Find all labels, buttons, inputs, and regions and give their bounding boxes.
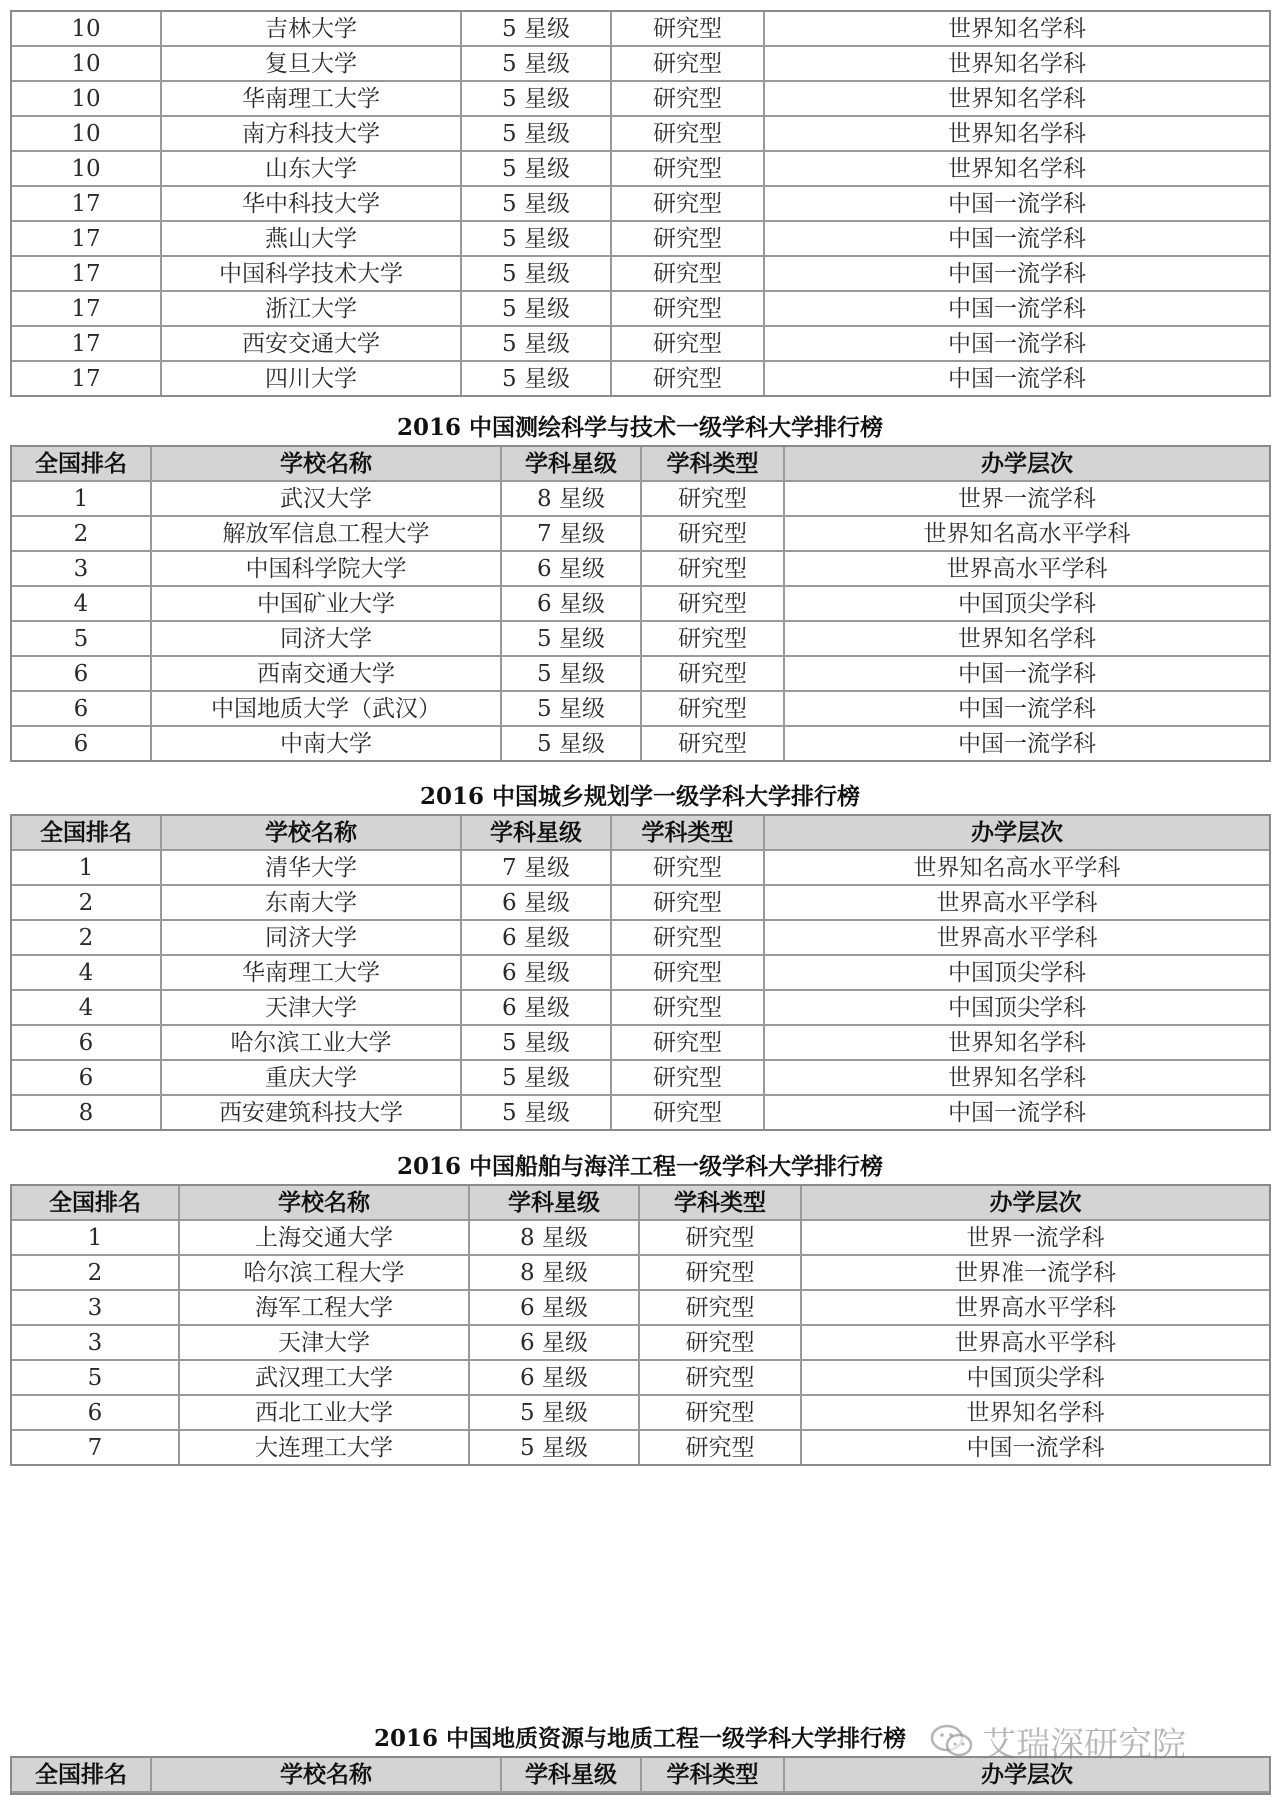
table-cell: 研究型 — [612, 222, 765, 257]
table-cell: 研究型 — [612, 991, 765, 1026]
table-cell: 5 星级 — [462, 292, 612, 327]
column-header: 办学层次 — [785, 447, 1269, 482]
table-cell: 解放军信息工程大学 — [152, 517, 502, 552]
table-cell: 5 星级 — [462, 152, 612, 187]
table-cell: 哈尔滨工程大学 — [180, 1256, 470, 1291]
table-cell: 6 星级 — [470, 1326, 640, 1361]
table-cell: 南方科技大学 — [162, 117, 462, 152]
table-cell: 6 — [12, 1026, 162, 1061]
table-cell: 研究型 — [612, 851, 765, 886]
table-cell: 研究型 — [642, 727, 785, 760]
column-header: 学科类型 — [642, 447, 785, 482]
column-header: 学科类型 — [642, 1758, 785, 1793]
table-cell: 燕山大学 — [162, 222, 462, 257]
table-cell: 四川大学 — [162, 362, 462, 395]
table-cell: 同济大学 — [152, 622, 502, 657]
table-row — [12, 1291, 1269, 1326]
ranking-table-continued — [10, 10, 1271, 397]
table-cell: 8 星级 — [470, 1256, 640, 1291]
table-cell: 清华大学 — [162, 851, 462, 886]
table-cell: 世界知名高水平学科 — [785, 517, 1269, 552]
table-cell: 山东大学 — [162, 152, 462, 187]
table-cell: 5 星级 — [502, 692, 642, 727]
table-cell: 研究型 — [640, 1291, 802, 1326]
table-cell: 中国地质大学（武汉） — [152, 692, 502, 727]
table-cell: 世界知名高水平学科 — [765, 851, 1269, 886]
column-header: 学校名称 — [152, 447, 502, 482]
table-cell: 研究型 — [612, 1026, 765, 1061]
table-cell: 8 — [12, 1096, 162, 1129]
header-row — [12, 1186, 1269, 1221]
table-cell: 世界知名学科 — [785, 622, 1269, 657]
table-cell: 世界知名学科 — [765, 1061, 1269, 1096]
table-cell: 研究型 — [640, 1396, 802, 1431]
table-cell: 1 — [12, 851, 162, 886]
table-cell: 5 星级 — [462, 187, 612, 222]
table-cell: 6 — [12, 727, 152, 760]
table-cell: 中国一流学科 — [765, 257, 1269, 292]
table-cell: 世界准一流学科 — [802, 1256, 1269, 1291]
table-cell: 中国一流学科 — [948, 1099, 1086, 1126]
table-cell: 5 星级 — [462, 257, 612, 292]
table-cell: 中国顶尖学科 — [765, 956, 1269, 991]
column-header: 全国排名 — [12, 1186, 180, 1221]
table-row — [12, 362, 1269, 395]
table-cell: 6 — [12, 1061, 162, 1096]
table-cell: 5 星级 — [470, 1431, 640, 1464]
table-cell: 中国一流学科 — [785, 657, 1269, 692]
table-cell: 世界知名学科 — [765, 82, 1269, 117]
column-header: 办学层次 — [765, 816, 1269, 851]
table-body — [12, 1221, 1269, 1464]
table-cell: 哈尔滨工业大学 — [162, 1026, 462, 1061]
table-cell: 研究型 — [612, 956, 765, 991]
wechat-icon — [930, 1723, 974, 1759]
table-cell: 6 星级 — [462, 991, 612, 1026]
table-cell: 研究型 — [642, 622, 785, 657]
column-header: 学科类型 — [612, 816, 765, 851]
table-cell: 世界知名学科 — [765, 152, 1269, 187]
table-row — [12, 657, 1269, 692]
table-row — [12, 257, 1269, 292]
table-cell: 7 星级 — [462, 851, 612, 886]
table-cell: 5 星级 — [462, 362, 612, 395]
table-cell: 世界知名学科 — [765, 12, 1269, 47]
table-row — [12, 956, 1269, 991]
table-cell: 17 — [12, 187, 162, 222]
table-cell: 10 — [12, 12, 162, 47]
table-cell: 2 — [12, 1256, 180, 1291]
table-cell: 5 星级 — [462, 117, 612, 152]
table-cell: 5 星级 — [470, 1396, 640, 1431]
table-cell: 1 — [12, 1221, 180, 1256]
table-cell: 6 星级 — [470, 1291, 640, 1326]
table-cell: 研究型 — [640, 1431, 802, 1464]
table-cell: 5 — [12, 1361, 180, 1396]
table-cell: 5 星级 — [502, 727, 642, 760]
table-cell: 复旦大学 — [162, 47, 462, 82]
table-cell: 6 — [12, 692, 152, 727]
table-cell: 中国顶尖学科 — [802, 1361, 1269, 1396]
column-header: 办学层次 — [802, 1186, 1269, 1221]
table-row — [12, 292, 1269, 327]
table-row — [12, 1326, 1269, 1361]
column-header: 学科星级 — [502, 447, 642, 482]
table-cell: 研究型 — [612, 292, 765, 327]
table-row — [12, 82, 1269, 117]
table-row — [12, 327, 1269, 362]
table-cell: 5 星级 — [502, 622, 642, 657]
table-cell: 研究型 — [642, 692, 785, 727]
header-row — [12, 816, 1269, 851]
header-row — [12, 447, 1269, 482]
table-cell: 研究型 — [612, 327, 765, 362]
table-cell: 研究型 — [640, 1361, 802, 1396]
table-cell: 中国一流学科 — [948, 365, 1086, 392]
table-cell: 10 — [12, 152, 162, 187]
table-cell: 天津大学 — [180, 1326, 470, 1361]
table-row — [12, 1096, 1269, 1129]
table-row — [12, 851, 1269, 886]
table-row — [12, 1431, 1269, 1464]
table-row — [12, 152, 1269, 187]
column-header: 学科星级 — [470, 1186, 640, 1221]
column-header: 学科星级 — [462, 816, 612, 851]
table-cell: 华中科技大学 — [162, 187, 462, 222]
table-title-surveying: 2016 中国测绘科学与技术一级学科大学排行榜 — [396, 414, 884, 441]
table-row — [12, 587, 1269, 622]
table-cell: 5 星级 — [462, 12, 612, 47]
table-cell: 研究型 — [612, 886, 765, 921]
table-cell: 研究型 — [612, 12, 765, 47]
table-cell: 中国矿业大学 — [152, 587, 502, 622]
table-cell: 世界知名学科 — [765, 47, 1269, 82]
table-cell: 研究型 — [640, 1221, 802, 1256]
table-cell: 3 — [12, 1326, 180, 1361]
table-row — [12, 12, 1269, 47]
watermark — [930, 1716, 1186, 1766]
table-cell: 5 星级 — [462, 327, 612, 362]
table-cell: 研究型 — [612, 921, 765, 956]
watermark-text: 艾瑞深研究院 — [982, 1724, 1186, 1765]
table-cell: 研究型 — [612, 257, 765, 292]
table-cell: 世界高水平学科 — [802, 1326, 1269, 1361]
table-cell: 世界知名学科 — [765, 1026, 1269, 1061]
table-cell: 4 — [12, 991, 162, 1026]
table-cell: 中国一流学科 — [785, 692, 1269, 727]
table-cell: 世界高水平学科 — [765, 921, 1269, 956]
table-cell: 中国一流学科 — [966, 1434, 1105, 1461]
table-cell: 大连理工大学 — [180, 1431, 470, 1464]
table-row — [12, 1396, 1269, 1431]
table-cell: 6 — [12, 1396, 180, 1431]
table-row — [12, 921, 1269, 956]
table-row — [12, 222, 1269, 257]
table-cell: 世界高水平学科 — [785, 552, 1269, 587]
table-cell: 6 星级 — [502, 552, 642, 587]
table-cell: 武汉理工大学 — [180, 1361, 470, 1396]
table-body — [12, 482, 1269, 760]
table-cell: 6 星级 — [462, 886, 612, 921]
table-cell: 10 — [12, 47, 162, 82]
table-cell: 2 — [12, 517, 152, 552]
table-cell: 5 星级 — [462, 47, 612, 82]
table-cell: 吉林大学 — [162, 12, 462, 47]
table-cell: 世界知名学科 — [802, 1396, 1269, 1431]
table-cell: 3 — [12, 1291, 180, 1326]
table-cell: 研究型 — [642, 482, 785, 517]
table-cell: 5 星级 — [462, 1026, 612, 1061]
ranking-table-surveying — [10, 445, 1271, 762]
table-cell: 华南理工大学 — [162, 956, 462, 991]
table-cell: 中国一流学科 — [765, 222, 1269, 257]
column-header: 全国排名 — [12, 447, 152, 482]
table-cell: 中国科学技术大学 — [162, 257, 462, 292]
table-body — [12, 12, 1269, 395]
table-cell: 世界一流学科 — [785, 482, 1269, 517]
table-cell: 西北工业大学 — [180, 1396, 470, 1431]
ranking-table-urban-planning — [10, 814, 1271, 1131]
table-row — [12, 1061, 1269, 1096]
table-cell: 10 — [12, 82, 162, 117]
table-cell: 5 星级 — [462, 1061, 612, 1096]
table-cell: 17 — [12, 292, 162, 327]
table-cell: 研究型 — [640, 1256, 802, 1291]
table-cell: 中国顶尖学科 — [785, 587, 1269, 622]
table-row — [12, 187, 1269, 222]
table-cell: 5 — [12, 622, 152, 657]
table-cell: 研究型 — [640, 1326, 802, 1361]
table-body — [12, 851, 1269, 1129]
table-cell: 6 星级 — [470, 1361, 640, 1396]
table-cell: 6 — [12, 657, 152, 692]
table-cell: 7 星级 — [502, 517, 642, 552]
table-row — [12, 1361, 1269, 1396]
table-cell: 7 — [12, 1431, 180, 1464]
table-cell: 世界高水平学科 — [802, 1291, 1269, 1326]
table-row — [12, 727, 1269, 760]
table-row — [12, 886, 1269, 921]
table-cell: 2 — [12, 886, 162, 921]
table-row — [12, 991, 1269, 1026]
table-row — [12, 517, 1269, 552]
column-header: 学科类型 — [640, 1186, 802, 1221]
table-cell: 5 星级 — [462, 1096, 612, 1129]
table-cell: 5 星级 — [502, 657, 642, 692]
table-cell: 8 星级 — [502, 482, 642, 517]
table-cell: 研究型 — [612, 117, 765, 152]
table-cell: 上海交通大学 — [180, 1221, 470, 1256]
table-cell: 武汉大学 — [152, 482, 502, 517]
table-cell: 研究型 — [612, 1061, 765, 1096]
table-row — [12, 47, 1269, 82]
table-cell: 研究型 — [612, 187, 765, 222]
table-cell: 5 星级 — [462, 222, 612, 257]
table-cell: 研究型 — [612, 152, 765, 187]
table-cell: 17 — [12, 257, 162, 292]
column-header: 学校名称 — [180, 1186, 470, 1221]
table-title-naval: 2016 中国船舶与海洋工程一级学科大学排行榜 — [396, 1153, 884, 1180]
table-cell: 西安建筑科技大学 — [162, 1096, 462, 1129]
table-cell: 10 — [12, 117, 162, 152]
table-cell: 中国一流学科 — [958, 730, 1096, 757]
column-header: 全国排名 — [12, 816, 162, 851]
table-cell: 8 星级 — [470, 1221, 640, 1256]
table-row — [12, 692, 1269, 727]
column-header: 学校名称 — [162, 816, 462, 851]
table-cell: 17 — [12, 362, 162, 395]
column-header: 全国排名 — [12, 1758, 152, 1793]
table-cell: 中国一流学科 — [765, 187, 1269, 222]
table-cell: 西南交通大学 — [152, 657, 502, 692]
table-row — [12, 1256, 1269, 1291]
table-cell: 6 星级 — [462, 921, 612, 956]
table-cell: 中国科学院大学 — [152, 552, 502, 587]
table-cell: 6 星级 — [502, 587, 642, 622]
table-cell: 研究型 — [612, 47, 765, 82]
table-cell: 研究型 — [612, 1096, 765, 1129]
table-cell: 天津大学 — [162, 991, 462, 1026]
table-row — [12, 552, 1269, 587]
table-cell: 同济大学 — [162, 921, 462, 956]
table-cell: 西安交通大学 — [162, 327, 462, 362]
table-cell: 重庆大学 — [162, 1061, 462, 1096]
table-cell: 研究型 — [642, 517, 785, 552]
column-header: 学科星级 — [502, 1758, 642, 1793]
table-cell: 中国一流学科 — [765, 292, 1269, 327]
table-cell: 3 — [12, 552, 152, 587]
table-cell: 1 — [12, 482, 152, 517]
table-cell: 世界高水平学科 — [765, 886, 1269, 921]
table-cell: 中南大学 — [152, 727, 502, 760]
table-cell: 世界一流学科 — [802, 1221, 1269, 1256]
table-cell: 6 星级 — [462, 956, 612, 991]
table-cell: 中国顶尖学科 — [765, 991, 1269, 1026]
table-row — [12, 622, 1269, 657]
table-cell: 研究型 — [642, 552, 785, 587]
table-cell: 5 星级 — [462, 82, 612, 117]
table-row — [12, 1221, 1269, 1256]
table-row — [12, 482, 1269, 517]
ranking-table-naval — [10, 1184, 1271, 1466]
table-cell: 中国一流学科 — [765, 327, 1269, 362]
table-cell: 2 — [12, 921, 162, 956]
table-cell: 4 — [12, 956, 162, 991]
column-header: 办学层次 — [785, 1758, 1269, 1793]
table-row — [12, 1026, 1269, 1061]
table-cell: 东南大学 — [162, 886, 462, 921]
table-cell: 研究型 — [612, 362, 765, 395]
table-cell: 海军工程大学 — [180, 1291, 470, 1326]
table-cell: 华南理工大学 — [162, 82, 462, 117]
table-title-urban-planning: 2016 中国城乡规划学一级学科大学排行榜 — [419, 783, 861, 810]
table-cell: 浙江大学 — [162, 292, 462, 327]
table-cell: 世界知名学科 — [765, 117, 1269, 152]
column-header: 学校名称 — [152, 1758, 502, 1793]
table-row — [12, 117, 1269, 152]
table-cell: 研究型 — [612, 82, 765, 117]
table-cell: 17 — [12, 327, 162, 362]
table-title-geology: 2016 中国地质资源与地质工程一级学科大学排行榜 — [373, 1725, 907, 1752]
table-cell: 4 — [12, 587, 152, 622]
table-cell: 研究型 — [642, 587, 785, 622]
table-cell: 17 — [12, 222, 162, 257]
table-cell: 研究型 — [642, 657, 785, 692]
